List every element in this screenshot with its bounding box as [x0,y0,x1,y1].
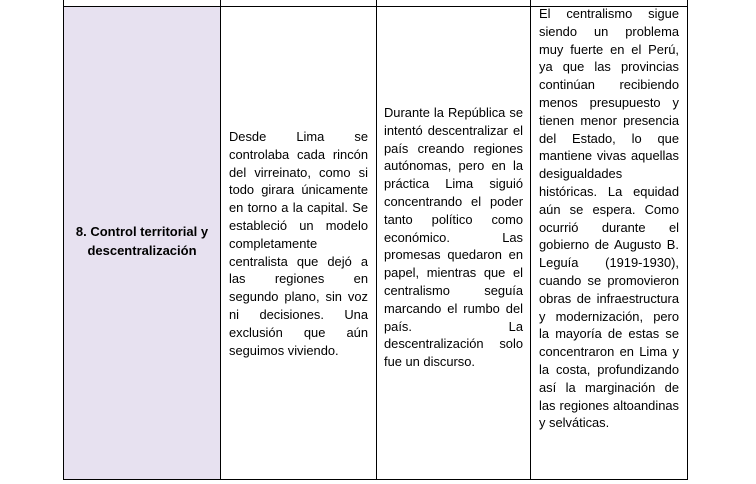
column-divider-2 [376,0,377,480]
colonia-text: Desde Lima se controlaba cada rincón del virreinato, como si todo girara únicamente en torno a la capital. Se estableció un modelo completamente centralista que dejó a las regiones en segundo plano, sin voz ni decisiones. Una exclusión que aún seguimos viviendo. [229,129,368,358]
actualidad-text: El centralismo sigue siendo un problema muy fuerte en el Perú, ya que las provincias continúan recibiendo menos presupuesto y tienen menor presencia del Estado, lo que mantiene vivas aquellas desigualdades históricas. La equidad aún se espera. Como ocurrió durante el gobierno de Augusto B. Leguía (1919-1930), cuando se promovieron obras de infraestructura y modernización, pero la mayoría de estas se concentraron en Lima y la costa, profundizando así la marginación de las regiones altoandinas y selváticas. [539,7,679,431]
row-label: 8. Control territorial y descentralización [75,224,209,258]
column-divider-1 [220,0,221,480]
table-left-border [63,0,64,480]
republica-text: Durante la República se intentó descentralizar el país creando regiones autónomas, pero en la práctica Lima siguió concentrando el poder tanto político como económico. Las promesas quedaron en papel, mientras que el centralismo seguía marcando el rumbo del país. La descentralización solo fue un discurso. [384,105,523,370]
table-right-border [687,0,688,480]
column-divider-3 [530,0,531,480]
